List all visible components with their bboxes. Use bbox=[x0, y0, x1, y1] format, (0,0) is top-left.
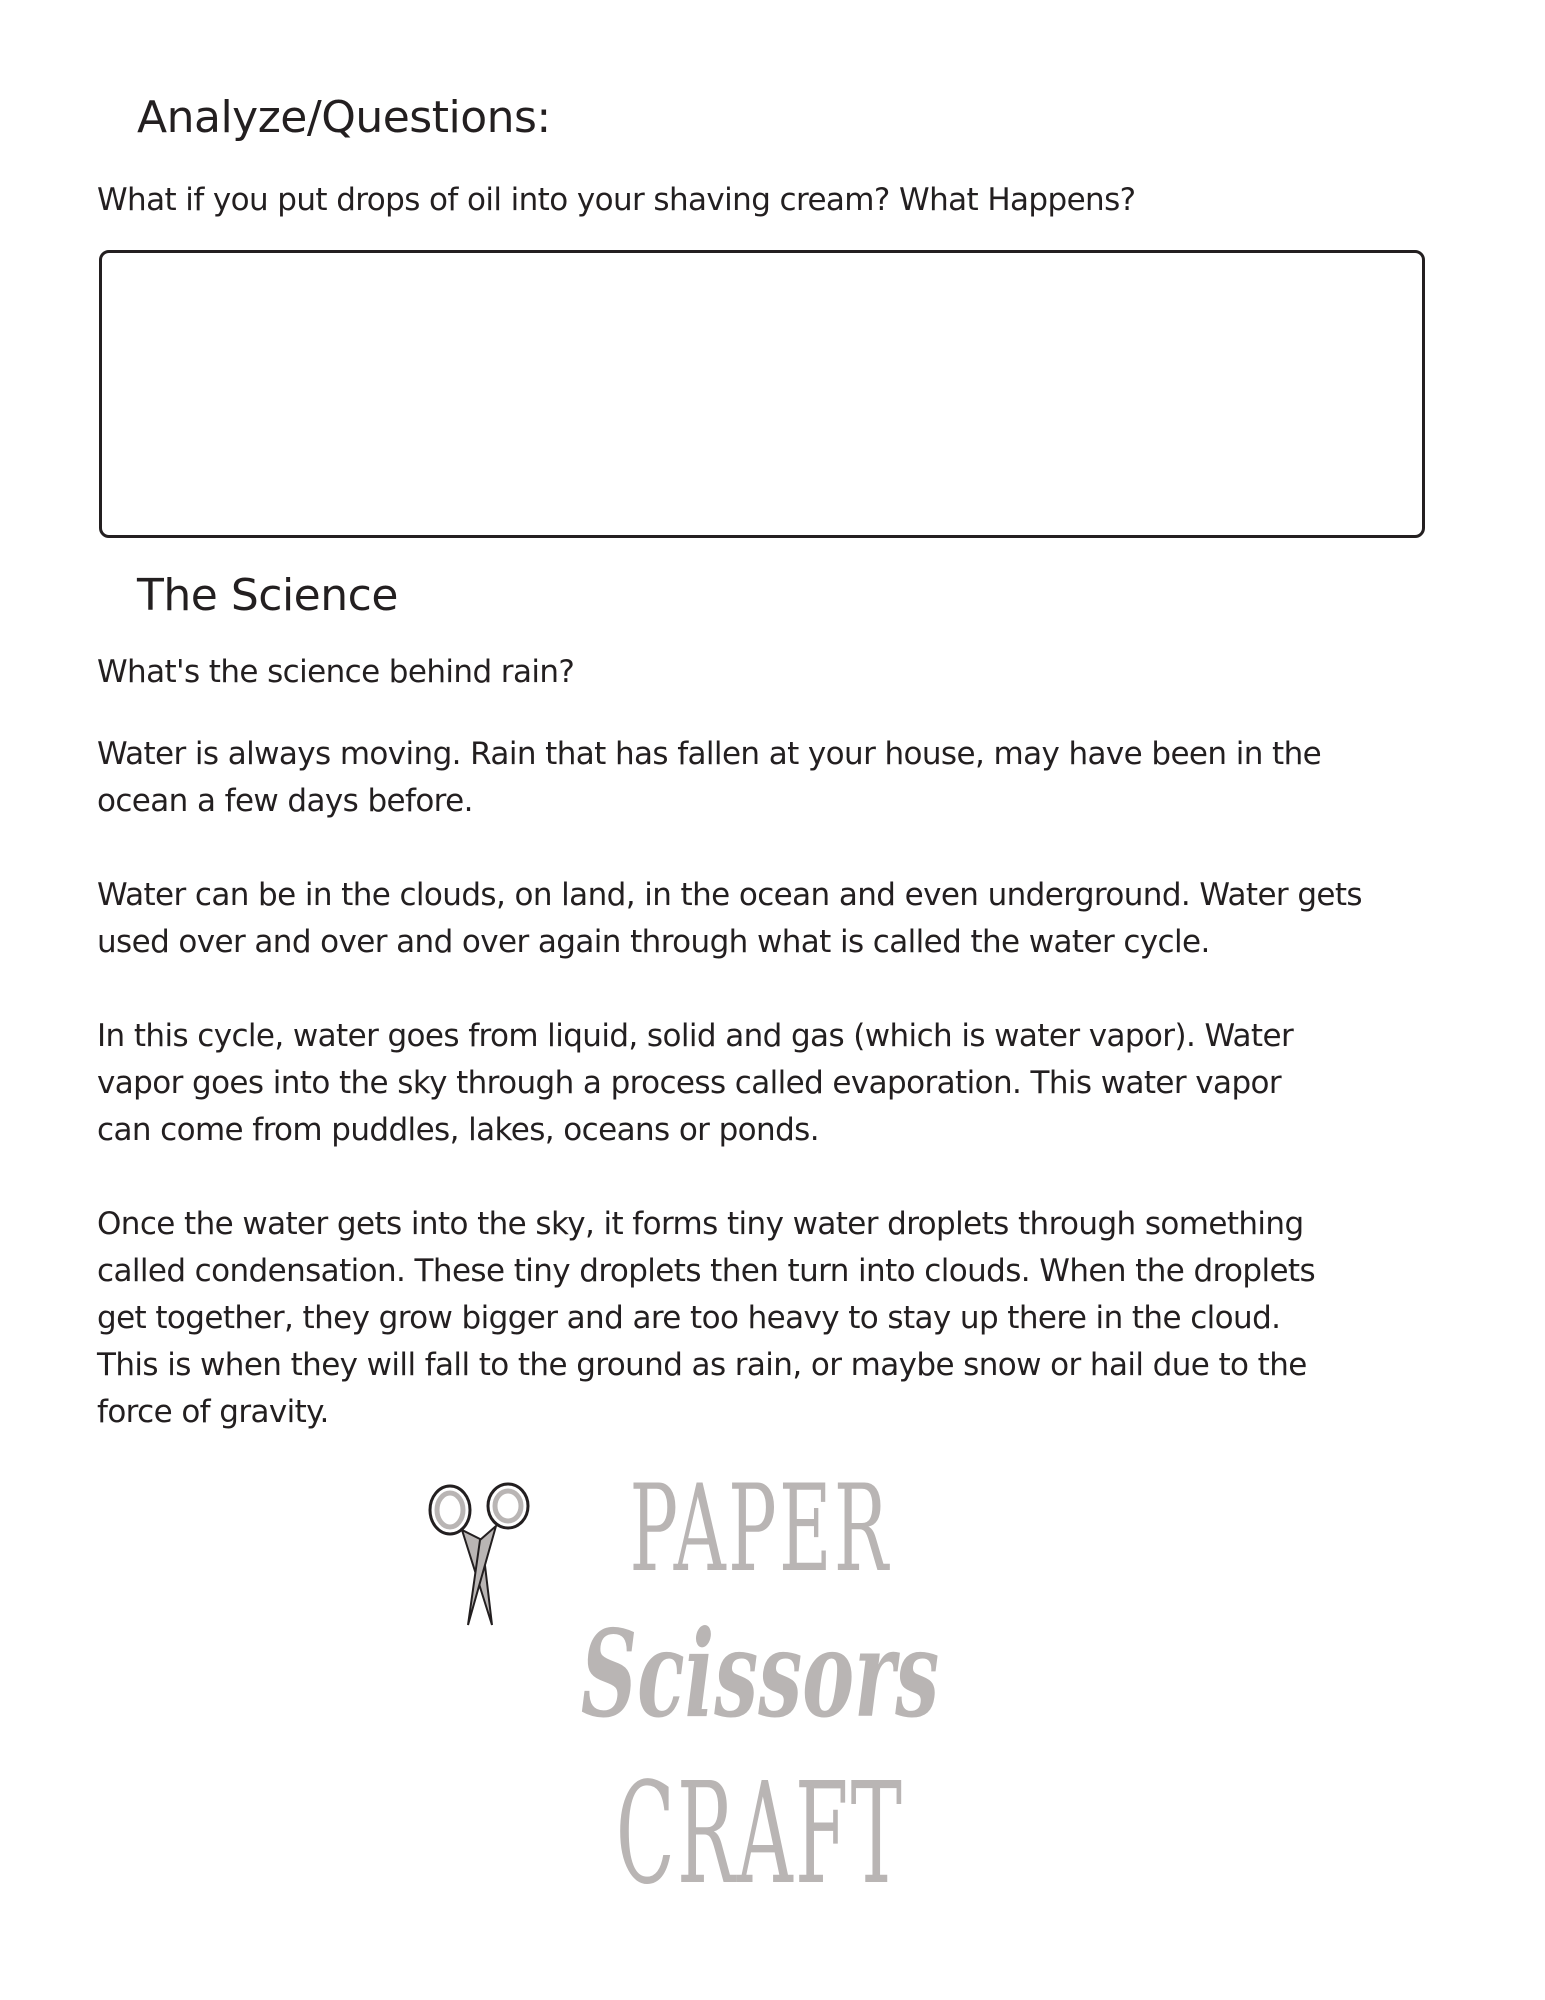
paragraph-line: ocean a few days before. bbox=[97, 783, 473, 819]
scissors-icon bbox=[420, 1480, 540, 1630]
paragraph-line: Water is always moving. Rain that has fallen at your house, may have been in the bbox=[97, 736, 1322, 772]
paragraph-line: called condensation. These tiny droplets then turn into clouds. When the droplets bbox=[97, 1253, 1316, 1289]
paragraph-line: used over and over and over again through what is called the water cycle. bbox=[97, 924, 1210, 960]
paragraph-line: In this cycle, water goes from liquid, solid and gas (which is water vapor). Water bbox=[97, 1018, 1294, 1054]
analyze-heading: Analyze/Questions: bbox=[137, 92, 551, 143]
paragraph-line: get together, they grow bigger and are too heavy to stay up there in the cloud. bbox=[97, 1300, 1281, 1336]
question-text: What if you put drops of oil into your shaving cream? What Happens? bbox=[97, 182, 1136, 218]
watermark-paper: PAPER bbox=[629, 1460, 891, 1599]
paragraph-line: force of gravity. bbox=[97, 1394, 329, 1430]
watermark-scissors: Scissors bbox=[580, 1604, 940, 1745]
paragraph-line: Water can be in the clouds, on land, in the ocean and even underground. Water gets bbox=[97, 877, 1362, 913]
paragraph-line: Once the water gets into the sky, it forms tiny water droplets through something bbox=[97, 1206, 1304, 1242]
paragraph-line: This is when they will fall to the ground as rain, or maybe snow or hail due to the bbox=[97, 1347, 1307, 1383]
science-heading: The Science bbox=[137, 570, 398, 621]
science-subheading: What's the science behind rain? bbox=[97, 654, 575, 690]
watermark-craft: CRAFT bbox=[615, 1753, 905, 1916]
answer-box[interactable] bbox=[99, 250, 1425, 538]
paragraph-line: vapor goes into the sky through a process called evaporation. This water vapor bbox=[97, 1065, 1282, 1101]
paragraph-line: can come from puddles, lakes, oceans or ponds. bbox=[97, 1112, 819, 1148]
